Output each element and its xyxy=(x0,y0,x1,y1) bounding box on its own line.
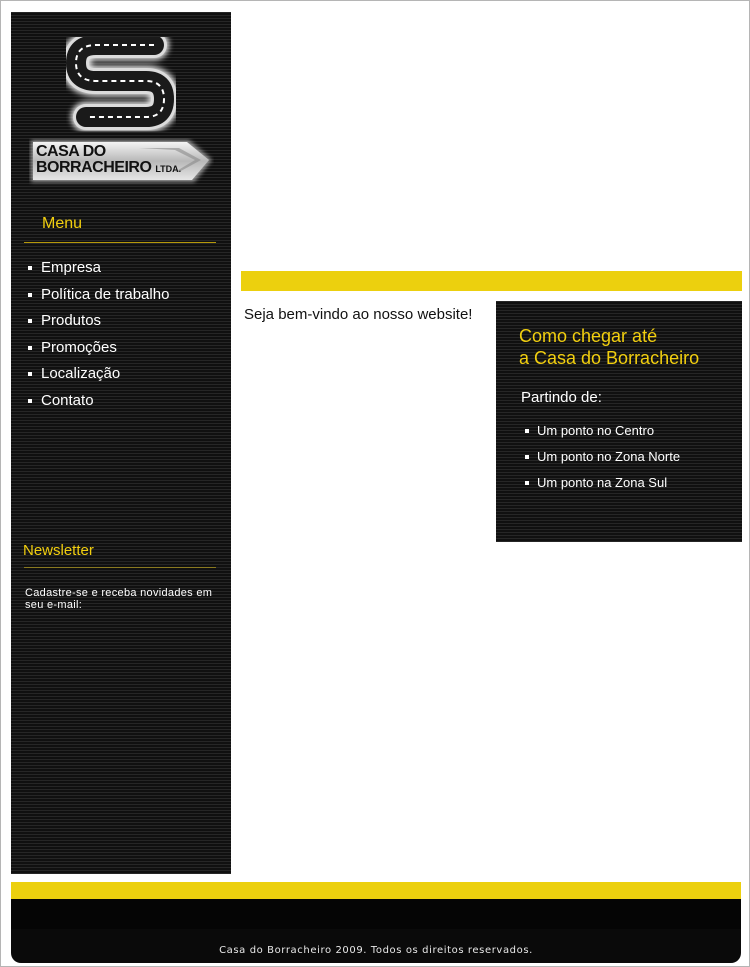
newsletter-text: Cadastre-se e receba novidades em seu e-mail: xyxy=(25,587,213,611)
directions-item-zona-norte[interactable]: Um ponto no Zona Norte xyxy=(524,447,680,473)
menu-item-politica-de-trabalho[interactable]: Política de trabalho xyxy=(27,285,169,312)
directions-title-line-1: Como chegar até xyxy=(519,326,658,346)
sidebar xyxy=(11,12,231,874)
menu-item-promocoes[interactable]: Promoções xyxy=(27,338,169,365)
main-menu xyxy=(27,258,169,418)
header-yellow-bar xyxy=(241,271,742,291)
newsletter-divider xyxy=(24,567,216,568)
directions-list xyxy=(524,421,680,499)
directions-box xyxy=(496,301,742,542)
menu-item-empresa[interactable]: Empresa xyxy=(27,258,169,285)
road-s-logo-icon[interactable] xyxy=(66,37,176,132)
footer xyxy=(11,899,741,963)
directions-item-centro[interactable]: Um ponto no Centro xyxy=(524,421,680,447)
menu-item-contato[interactable]: Contato xyxy=(27,391,169,418)
directions-item-zona-sul[interactable]: Um ponto na Zona Sul xyxy=(524,473,680,499)
brand-line-1: CASA DO xyxy=(36,143,106,160)
menu-title: Menu xyxy=(42,215,83,232)
menu-item-localizacao[interactable]: Localização xyxy=(27,364,169,391)
menu-divider xyxy=(24,242,216,243)
directions-title xyxy=(519,325,699,369)
welcome-text: Seja bem-vindo ao nosso website! xyxy=(244,306,473,323)
menu-item-produtos[interactable]: Produtos xyxy=(27,311,169,338)
newsletter-title: Newsletter xyxy=(23,542,94,559)
brand-wordmark[interactable] xyxy=(29,138,214,186)
brand-suffix: LTDA. xyxy=(155,164,182,174)
brand-line-2: BORRACHEIRO xyxy=(36,159,152,176)
footer-copyright: Casa do Borracheiro 2009. Todos os direitos reservados. xyxy=(219,945,533,956)
directions-title-line-2: a Casa do Borracheiro xyxy=(519,348,700,368)
footer-band xyxy=(11,899,741,929)
brand-name xyxy=(36,144,181,177)
footer-yellow-bar xyxy=(11,882,741,899)
directions-subtitle: Partindo de: xyxy=(521,389,602,406)
